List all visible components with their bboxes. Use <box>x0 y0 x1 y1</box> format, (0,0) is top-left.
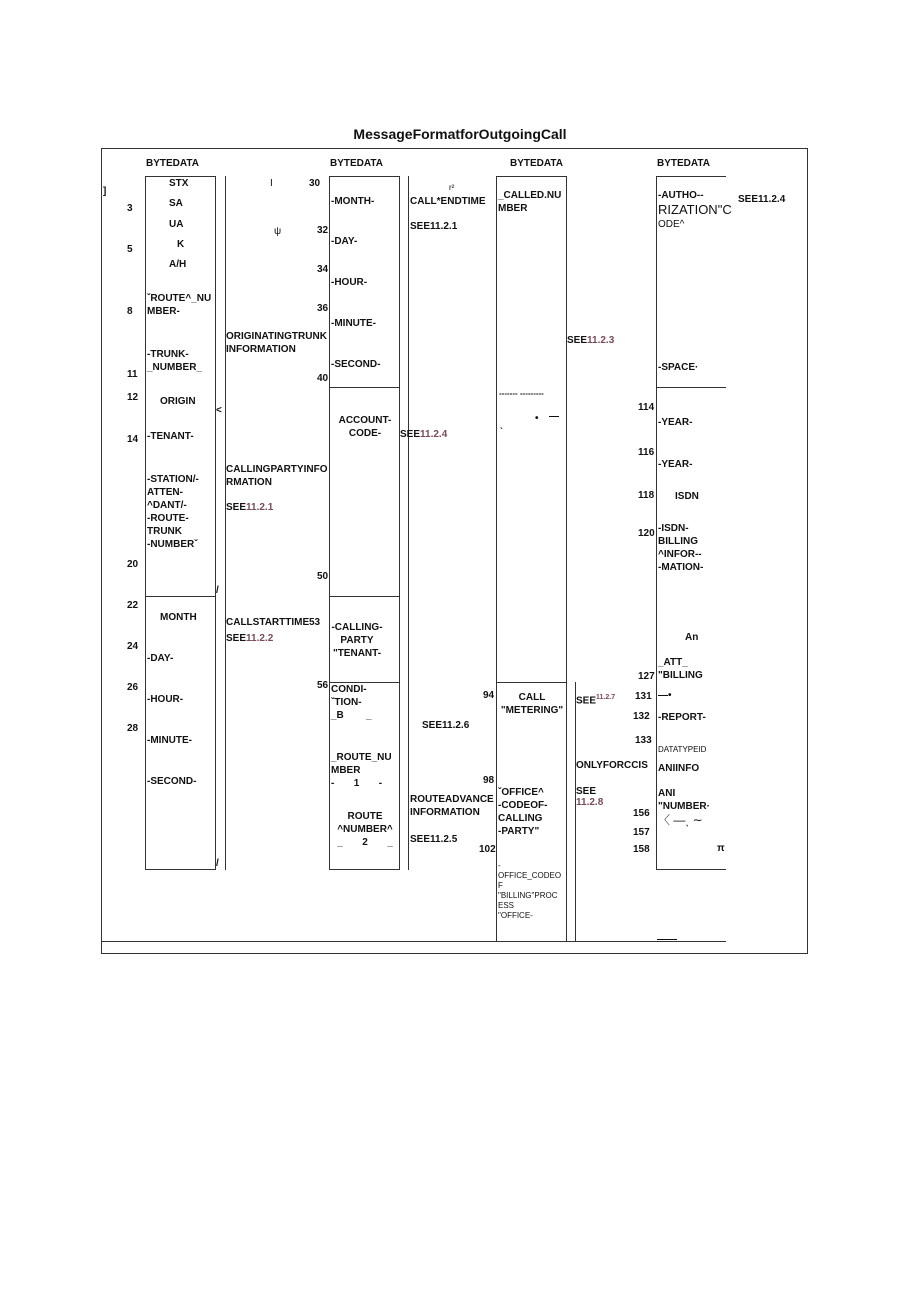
byte-number: 24 <box>127 641 139 652</box>
field-origin: ORIGIN <box>160 396 196 407</box>
field-minute-end: -MINUTE- <box>331 318 376 329</box>
grid-line <box>656 176 726 177</box>
byte-number: 102 <box>479 844 496 855</box>
field-authorization-1: -AUTHO-- <box>658 190 704 201</box>
see-reference <box>576 691 615 707</box>
see-reference: SEE11.2.4 <box>738 194 786 205</box>
field-an: An <box>685 632 699 643</box>
glyph: • <box>535 413 539 424</box>
field-account-code: ACCOUNT- CODE- <box>338 415 392 439</box>
field-month-end: -MONTH- <box>331 196 375 207</box>
field-route-number-2: ROUTE ^NUMBER^ _ 2 _ <box>337 811 393 848</box>
see-text: SEE <box>576 786 597 797</box>
field-isdn-billing: -ISDN- BILLING ^INFOR-- -MATION- <box>658 523 704 573</box>
field-office-code-billing: - OFFICE_CODEO F "BILLING"PROC ESS "OFFICE- <box>498 861 562 920</box>
see-text: SEE <box>567 335 588 346</box>
grid-line <box>496 176 497 942</box>
byte-number: 3 <box>127 203 133 214</box>
byte-number: 30 <box>309 178 321 189</box>
section-ref: 11.2.2 <box>246 633 274 644</box>
byte-number: 120 <box>638 528 655 539</box>
field-day-end: -DAY- <box>331 236 358 247</box>
byte-number: 36 <box>317 303 329 314</box>
glyph: 〈 —ˎ ∼ <box>658 813 703 827</box>
byte-number: 156 <box>633 808 650 819</box>
glyph: π <box>717 843 725 854</box>
field-report: -REPORT- <box>658 712 706 723</box>
see-text: SEE <box>400 429 421 440</box>
glyph: I <box>270 178 273 189</box>
byte-number: 20 <box>127 559 139 570</box>
field-month: MONTH <box>160 612 197 623</box>
column-header-1: BYTEDATA <box>146 158 199 169</box>
byte-number: 26 <box>127 682 139 693</box>
grid-line <box>656 869 726 870</box>
field-called-number: _CALLED.NU MBER <box>498 190 562 214</box>
grid-line <box>215 176 216 870</box>
grid-line <box>496 176 566 177</box>
field-att-billing: _ATT_ "BILLING <box>658 657 703 681</box>
see-reference: SEE11.2.6 <box>422 720 470 731</box>
field-calling-party-tenant: -CALLING- PARTY "TENANT- <box>331 622 383 659</box>
field-trunk-number: -TRUNK- _NUMBER_ <box>147 349 203 373</box>
see-reference <box>400 428 447 441</box>
column-header-2: BYTEDATA <box>330 158 383 169</box>
byte-number: 11 <box>127 369 138 380</box>
see-text: SEE <box>226 502 247 513</box>
field-station-attendant: -STATION/- ATTEN- ^DANT/- -ROUTE- TRUNK -NUMBERˇ <box>147 474 199 550</box>
superscript: r² <box>449 183 455 192</box>
field-tenant: -TENANT- <box>147 431 194 442</box>
field-call-metering: CALL "METERING" <box>500 692 564 716</box>
field-second-end: -SECOND- <box>331 359 381 370</box>
section-ref: 11.2.8 <box>576 797 604 808</box>
glyph: ψ <box>274 226 282 237</box>
originating-trunk-label: ORIGINATINGTRUNK INFORMATION <box>226 331 327 355</box>
column-header-4: BYTEDATA <box>657 158 710 169</box>
byte-number: 131 <box>635 691 652 702</box>
grid-line <box>145 869 215 870</box>
field-ah: A/H <box>169 259 187 270</box>
grid-line <box>145 176 146 870</box>
field-route-number-1: _ROUTE_NU MBER - 1 - <box>331 752 392 789</box>
glyph: —• <box>658 690 672 701</box>
byte-number: 157 <box>633 827 650 838</box>
call-start-time-label: CALLSTARTTIME <box>226 617 310 628</box>
see-text: SEE <box>226 633 247 644</box>
grid-line <box>329 176 399 177</box>
byte-number: 34 <box>317 264 329 275</box>
field-year-2: -YEAR- <box>658 459 693 470</box>
byte-number: 158 <box>633 844 650 855</box>
byte-number: 98 <box>483 775 495 786</box>
page-title: MessageFormatforOutgoingCall <box>353 126 567 142</box>
grid-line <box>496 682 566 683</box>
grid-line <box>399 176 400 870</box>
byte-number: 32 <box>317 225 329 236</box>
glyph: ˎ <box>500 419 504 430</box>
grid-line <box>101 941 726 942</box>
section-ref: 11.2.7 <box>596 694 616 701</box>
byte-number: 28 <box>127 723 139 734</box>
byte-number: 53 <box>309 617 321 628</box>
grid-line <box>225 176 226 870</box>
byte-number: 22 <box>127 600 139 611</box>
section-ref: 11.2.3 <box>587 335 615 346</box>
field-space: -SPACE· <box>658 362 699 373</box>
field-hour-end: -HOUR- <box>331 277 368 288</box>
byte-number: 56 <box>317 680 329 691</box>
byte-number: 132 <box>633 711 650 722</box>
byte-number: 118 <box>638 490 655 501</box>
grid-line <box>656 387 726 388</box>
byte-number: 114 <box>638 402 655 413</box>
glyph: —— <box>657 934 677 945</box>
byte-number: 94 <box>483 690 495 701</box>
dash-marks: ------- --------- <box>499 389 544 398</box>
field-sa: SA <box>169 198 183 209</box>
field-ani-info: ANIINFO <box>658 763 700 774</box>
call-end-time-label: CALL*ENDTIME <box>410 196 486 207</box>
field-route-number: ˇROUTE^_NU MBER- <box>147 293 212 317</box>
field-k: K <box>177 239 185 250</box>
byte-number: 8 <box>127 306 133 317</box>
grid-line <box>329 176 330 870</box>
byte-number: 127 <box>638 671 655 682</box>
field-second: -SECOND- <box>147 776 197 787</box>
see-reference <box>226 501 273 514</box>
byte-number: 40 <box>317 373 329 384</box>
calling-party-label: CALLINGPARTYINFO RMATION <box>226 464 328 488</box>
column-header-3: BYTEDATA <box>510 158 563 169</box>
byte-number: 133 <box>635 735 652 746</box>
field-condition: CONDI- ˇTION- _B _ <box>331 684 372 721</box>
byte-number: ] <box>103 186 107 197</box>
byte-number: 50 <box>317 571 329 582</box>
field-ua: UA <box>169 219 184 230</box>
see-reference: SEE11.2.5 <box>410 834 458 845</box>
field-authorization-3: ODE^ <box>658 219 685 230</box>
mark: < <box>216 405 222 416</box>
grid-line <box>408 176 409 870</box>
see-reference <box>567 334 614 347</box>
field-day: -DAY- <box>147 653 174 664</box>
section-ref: 11.2.4 <box>420 429 448 440</box>
byte-number: 116 <box>638 447 655 458</box>
byte-number: 14 <box>127 434 139 445</box>
see-reference: SEE11.2.1 <box>410 221 458 232</box>
field-hour: -HOUR- <box>147 694 184 705</box>
grid-line <box>329 596 399 597</box>
field-isdn: ISDN <box>675 491 699 502</box>
mark: / <box>216 585 219 596</box>
field-stx: STX <box>169 178 189 189</box>
mark: / <box>216 858 219 869</box>
grid-line <box>566 176 567 942</box>
see-text: SEE <box>576 695 597 707</box>
field-ani-number: ANI "NUMBER· <box>658 788 710 812</box>
field-minute: -MINUTE- <box>147 735 192 746</box>
only-for-ccis: ONLYFORCCIS <box>576 760 648 771</box>
byte-number: 5 <box>127 244 133 255</box>
see-reference <box>226 632 273 645</box>
grid-line <box>329 387 399 388</box>
grid-line <box>145 596 215 597</box>
field-authorization-2: RIZATION"C <box>658 202 732 217</box>
grid-line <box>656 176 657 870</box>
field-office-code-calling: ˇOFFICE^ -CODEOF- CALLING -PARTY" <box>498 787 548 837</box>
field-year-1: -YEAR- <box>658 417 693 428</box>
section-ref: 11.2.1 <box>246 502 274 513</box>
field-data-type-id: DATATYPEID <box>658 745 707 754</box>
route-advance-label: ROUTEADVANCE INFORMATION <box>410 794 494 818</box>
glyph: — <box>549 411 559 422</box>
grid-line <box>575 682 576 942</box>
byte-number: 12 <box>127 392 139 403</box>
grid-line <box>329 869 399 870</box>
